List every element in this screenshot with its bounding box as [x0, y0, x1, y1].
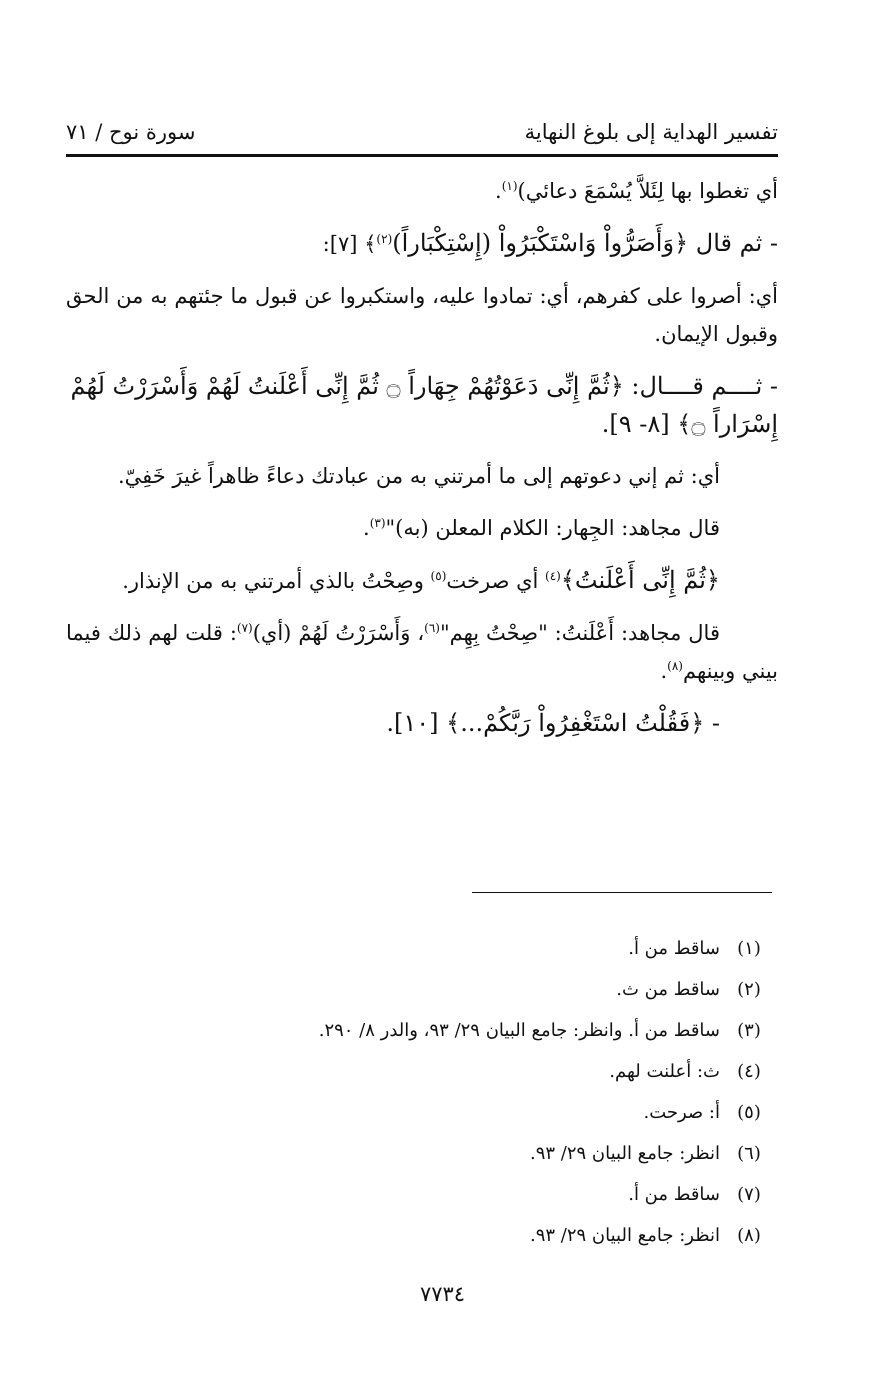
paragraph-9-verse-10: - ﴿فَقُلْتُ اسْتَغْفِرُواْ رَبَّكُمْ...﴾ [١٠].: [386, 709, 720, 737]
footnote-3: [66, 1010, 778, 1051]
paragraph-6: [66, 509, 778, 547]
paragraph-7-mid: أي صرخت: [446, 569, 546, 593]
paragraph-2-end: ﴾ [٧]:: [322, 232, 377, 256]
footnote-4: [66, 1051, 778, 1092]
paragraph-4-verses-8-9: - ثــــم قــــال: ﴿ثُمَّ إِنِّى دَعَوْتُهُمْ جِهَاراً ۝ ثُمَّ إِنِّى أَعْلَنتُ لَهُمْ وَأَسْرَرْتُ لَهُمْ إِسْرَاراً ۝﴾ [٨- ٩].: [70, 372, 778, 438]
surah-reference: سورة نوح / ٧١: [66, 120, 196, 144]
footnote-ref-5: (٥): [430, 569, 447, 583]
footnote-text: ساقط من أ. وانظر: جامع البيان ٢٩/ ٩٣، والدر ٨/ ٢٩٠.: [318, 1020, 720, 1041]
paragraph-7: [66, 561, 778, 600]
footnote-ref-4: (٤): [545, 569, 561, 583]
running-header: [66, 112, 778, 152]
footnote-text: ساقط من ث.: [616, 979, 720, 1000]
paragraph-1: [66, 172, 778, 210]
footnote-text: ث: أعلنت لهم.: [609, 1061, 720, 1082]
paragraph-7-end: وصِحْتُ بالذي أمرتني به من الإنذار.: [122, 569, 431, 593]
paragraph-1-end: .: [495, 179, 502, 203]
paragraph-6-text: قال مجاهد: الجِهار: الكلام المعلن (به)": [385, 516, 720, 540]
footnote-number: (٥): [737, 1102, 761, 1123]
footnote-8: [66, 1215, 778, 1256]
paragraph-8-text: قال مجاهد: أَعْلَنتُ: "صِحْتُ بِهِم": [439, 621, 720, 645]
book-title: تفسير الهداية إلى بلوغ النهاية: [524, 120, 778, 144]
footnote-ref-2: (٢): [376, 232, 393, 246]
footnote-6: [66, 1133, 778, 1174]
paragraph-7-verse: ﴿ثُمَّ إِنِّى أَعْلَنتُ﴾: [560, 566, 720, 594]
footnote-number: (٣): [737, 1020, 761, 1041]
paragraph-2: [66, 224, 778, 263]
footnote-number: (٧): [737, 1184, 761, 1205]
footnote-ref-8: (٨): [667, 659, 683, 673]
footnote-number: (٢): [737, 979, 761, 1000]
verse-7: - ثم قال ﴿وَأَصَرُّواْ وَاسْتَكْبَرُواْ (إِسْتِكْبَاراً): [392, 229, 778, 257]
paragraph-5: أي: ثم إني دعوتهم إلى ما أمرتني به من عبادتك دعاءً ظاهراً غيرَ خَفِيّ.: [117, 464, 720, 488]
footnote-7: [66, 1174, 778, 1215]
footnote-number: (٨): [737, 1225, 761, 1246]
page-number: ٧٧٣٤: [419, 1282, 466, 1306]
footnote-text: انظر: جامع البيان ٢٩/ ٩٣.: [529, 1225, 720, 1246]
footnote-ref-6: (٦): [424, 621, 440, 635]
footnote-ref-7: (٧): [236, 621, 253, 635]
footnote-number: (٦): [737, 1143, 761, 1164]
footnote-number: (٤): [737, 1061, 761, 1082]
footnote-1: [66, 928, 778, 969]
paragraph-8-end: : قلت لهم ذلك فيما بيني وبينهم: [66, 621, 778, 683]
paragraph-8: [66, 614, 778, 690]
footnotes: [66, 928, 778, 1256]
footnote-ref-3: (٣): [369, 516, 386, 530]
footnote-2: [66, 969, 778, 1010]
footnote-text: انظر: جامع البيان ٢٩/ ٩٣.: [529, 1143, 720, 1164]
footnote-number: (١): [737, 938, 761, 959]
footnote-text: ساقط من أ.: [628, 938, 720, 959]
paragraph-1-text: أي تغطوا بها لِئَلاَّ يُسْمَعَ دعائي): [517, 179, 778, 203]
footnote-divider: [472, 892, 772, 893]
paragraph-6-end: .: [363, 516, 370, 540]
footnote-5: [66, 1092, 778, 1133]
main-text: [66, 172, 778, 756]
paragraph-3: أي: أصروا على كفرهم، أي: تمادوا عليه، واستكبروا عن قبول ما جئتهم به من الحق وقبول الإيمان.: [66, 284, 778, 346]
footnote-text: أ: صرحت.: [643, 1102, 720, 1123]
footnote-text: ساقط من أ.: [628, 1184, 720, 1205]
paragraph-8-mid: ، وَأَسْرَرْتُ لَهُمْ (أي): [252, 621, 425, 645]
paragraph-8-tail: .: [660, 659, 668, 683]
header-divider: [66, 154, 778, 157]
footnote-ref-1: (١): [501, 179, 518, 193]
